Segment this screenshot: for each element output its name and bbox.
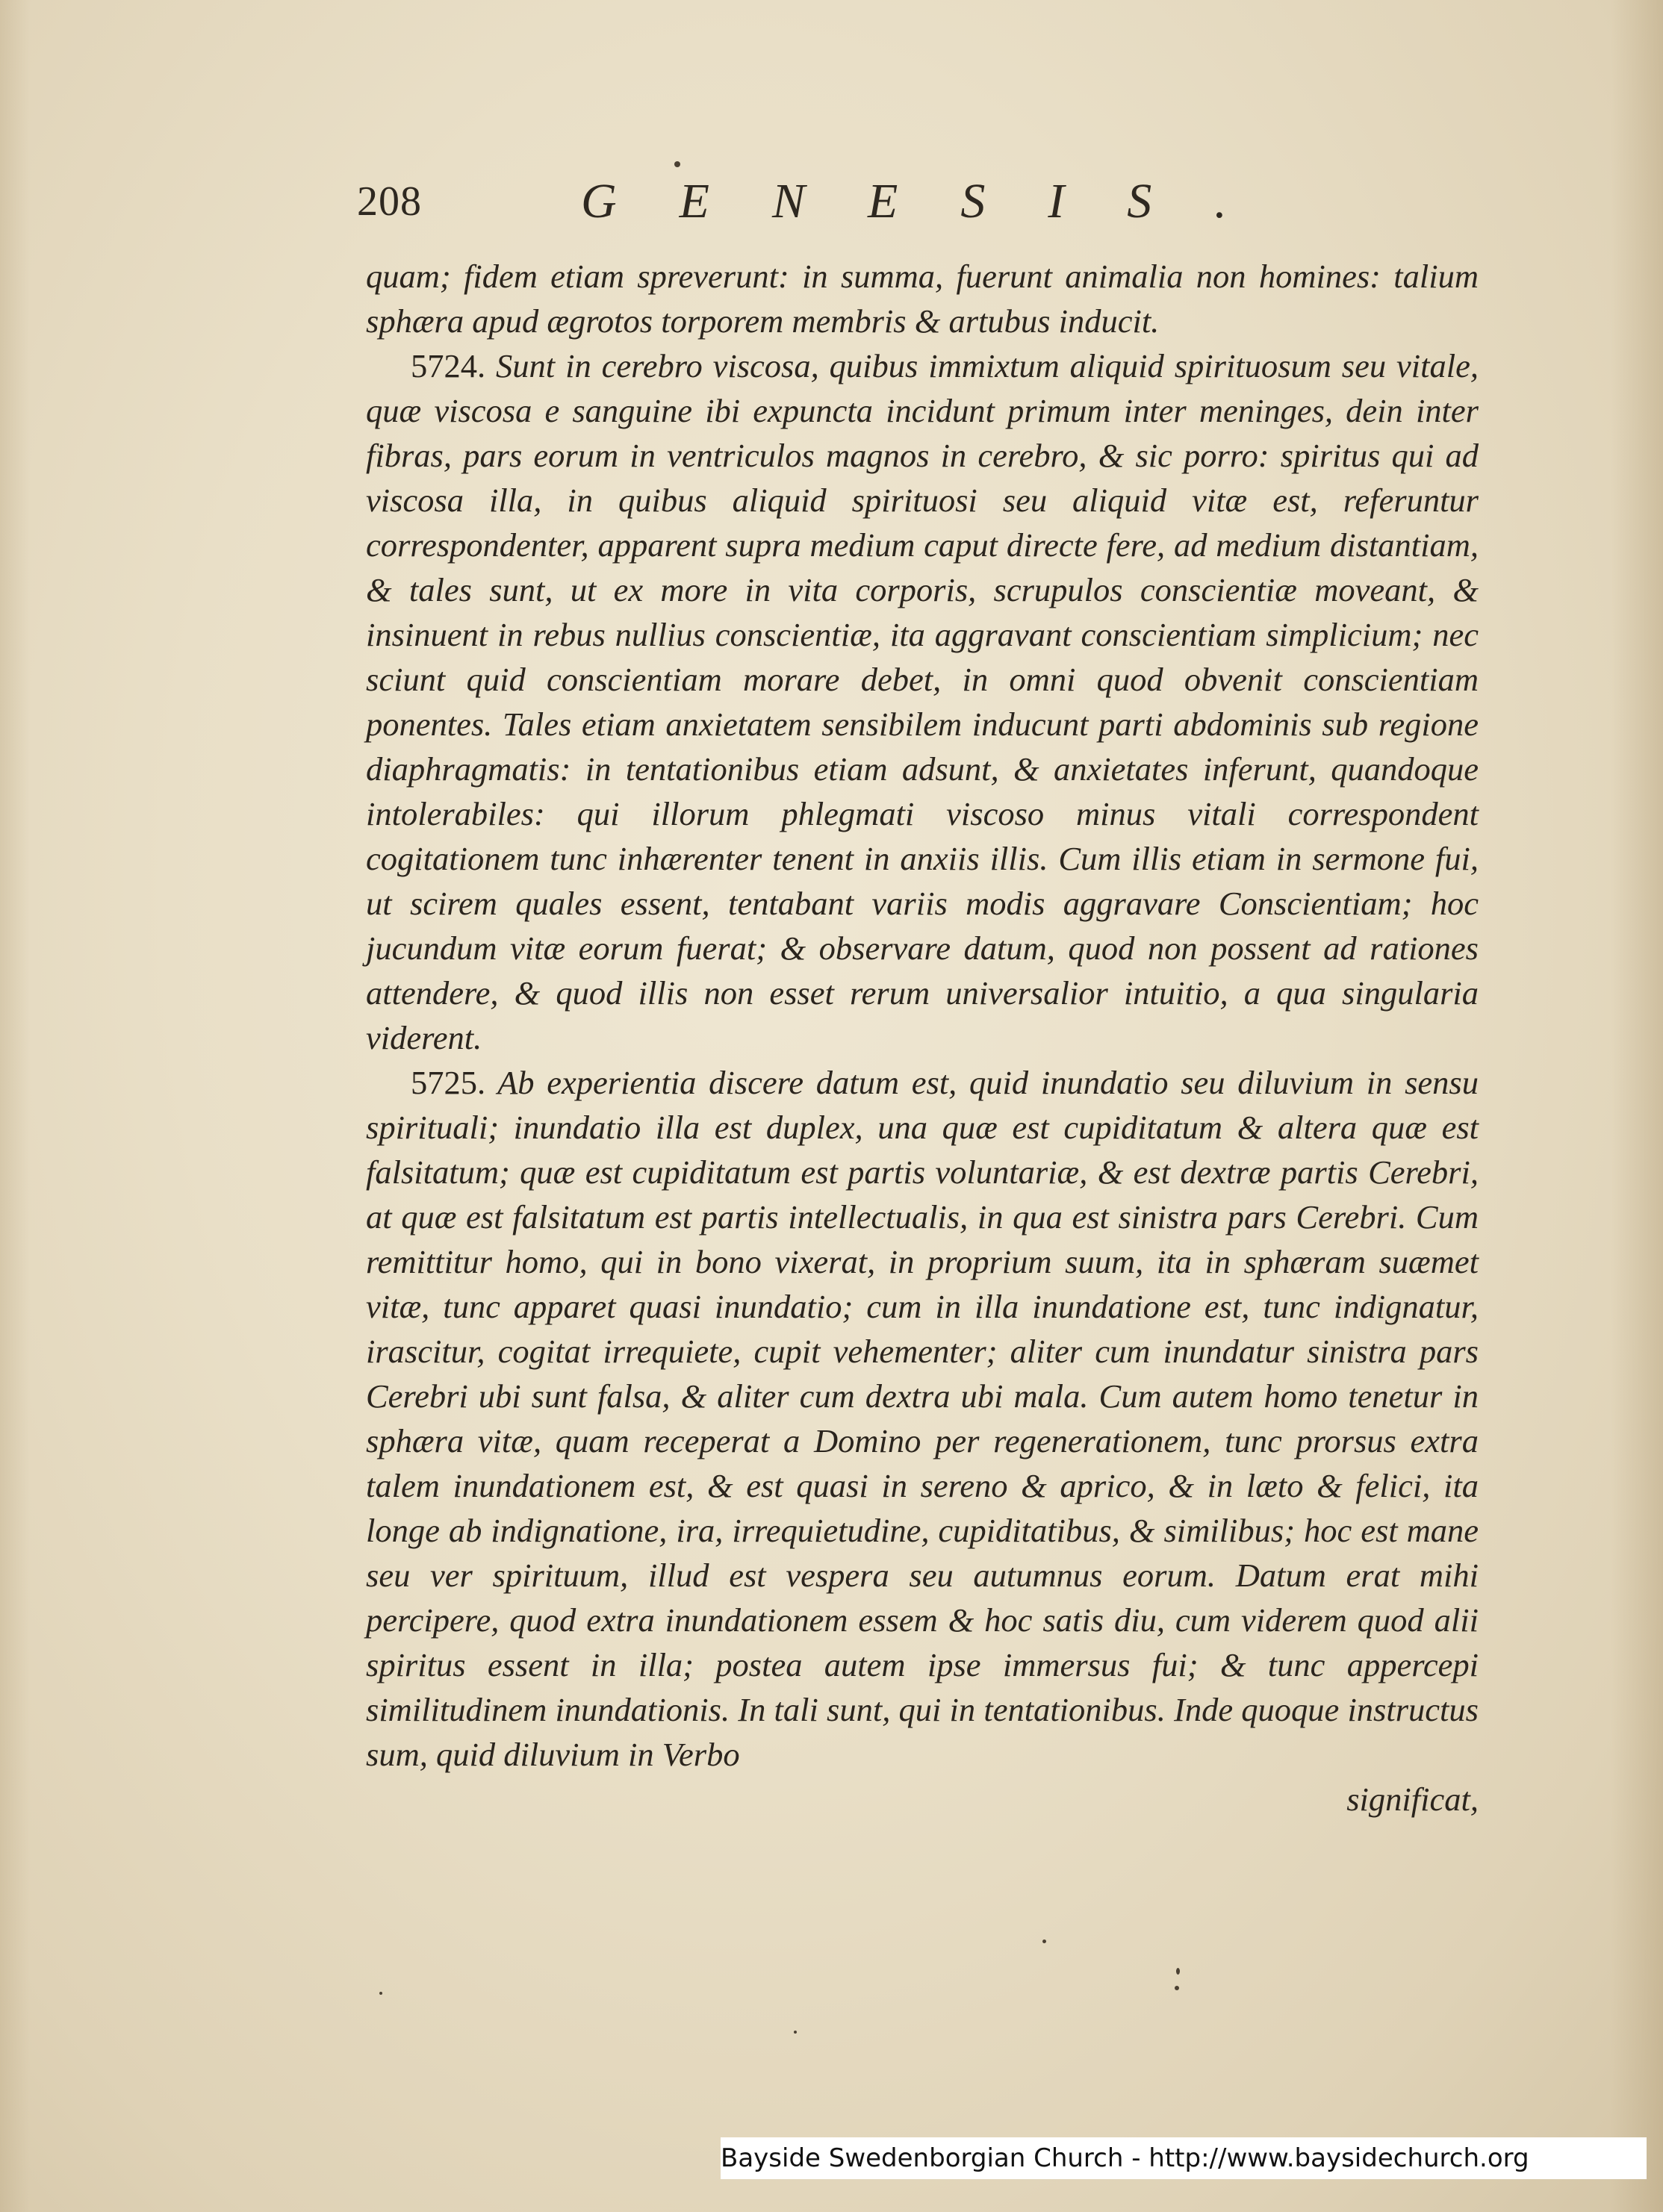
paragraph-5724 — [366, 343, 1479, 1060]
ink-speck — [794, 2031, 797, 2034]
paragraph-text: quam; fidem etiam spreverunt: in summa, fuerunt animalia non homines: talium sphæra apud ægrotos torporem membris & artubus inducit. — [366, 258, 1479, 340]
paragraph-5725 — [366, 1060, 1479, 1777]
running-title: GENESIS. — [581, 174, 1290, 228]
ink-speck — [1175, 1986, 1179, 1990]
page-header — [357, 173, 1305, 233]
ink-speck — [379, 1992, 382, 1995]
paragraph-continuation — [366, 254, 1479, 343]
paragraph-text: Sunt in cerebro viscosa, quibus immixtum aliquid spirituosum seu vitale, quæ viscosa e sanguine ibi expuncta incidunt primum inter meninges, dein inter fibras, pars eorum in ventriculos magnos in cerebro, & sic porro: spiritus qui ad viscosa illa, in quibus aliquid spirituosi seu aliquid vitæ est, referuntur correspondenter, apparent supra medium caput directe fere, ad medium distantiam, & tales sunt, ut ex more in vita corporis, scrupulos conscientiæ moveant, & insinuent in rebus nullius conscientiæ, ita aggravant conscientiam simplicium; nec sciunt quid conscientiam morare debet, in omni quod obvenit conscientiam ponentes. Tales etiam anxietatem sensibilem inducunt parti abdominis sub regione diaphragmatis: in tentationibus etiam adsunt, & anxietates inferunt, quandoque intolerabiles: qui illorum phlegmati viscoso minus vitali correspondent cogitationem tunc inhærenter tenent in anxiis illis. Cum illis etiam in sermone fui, ut scirem quales essent, tentabant variis modis aggravare Conscientiam; hoc jucundum vitæ eorum fuerat; & observare datum, quod non possent ad rationes attendere, & quod illis non esset rerum universalior intuitio, a qua singularia viderent. — [366, 347, 1479, 1056]
ink-speck — [674, 161, 680, 167]
ink-speck — [1176, 1968, 1180, 1975]
paragraph-number: 5725. — [411, 1064, 486, 1101]
ink-speck — [1042, 1940, 1046, 1943]
watermark-credit: Bayside Swedenborgian Church - http://www.baysidechurch.org — [721, 2137, 1647, 2179]
page-number: 208 — [357, 178, 422, 225]
catchword-text: significat, — [1346, 1780, 1479, 1818]
paragraph-text: Ab experientia discere datum est, quid inundatio seu diluvium in sensu spirituali; inundatio illa est duplex, una quæ est cupiditatum & altera quæ est falsitatum; quæ est cupiditatum est partis voluntariæ, & est dextræ partis Cerebri, at quæ est falsitatum est partis intellectualis, in qua est sinistra pars Cerebri. Cum remittitur homo, qui in bono vixerat, in proprium suum, ita in sphæram suæmet vitæ, tunc apparet quasi inundatio; cum in illa inundatione est, tunc indignatur, irascitur, cogitat irrequiete, cupit vehementer; aliter cum inundatur sinistra pars Cerebri ubi sunt falsa, & aliter cum dextra ubi mala. Cum autem homo tenetur in sphæra vitæ, quam receperat a Domino per regenerationem, tunc prorsus extra talem inundationem est, & est quasi in sereno & aprico, & in læto & felici, ita longe ab indignatione, ira, irrequietudine, cupiditatibus, & similibus; hoc est mane seu ver spirituum, illud est vespera seu autumnus eorum. Datum erat mihi percipere, quod extra inundationem essem & hoc satis diu, cum viderem quod alii spiritus essent in illa; postea autem ipse immersus fui; & tunc appercepi similitudinem inundationis. In tali sunt, qui in tentationibus. Inde quoque instructus sum, quid diluvium in Verbo — [366, 1064, 1479, 1773]
catchword — [366, 1777, 1479, 1822]
body-text — [366, 254, 1479, 1822]
paragraph-number: 5724. — [411, 347, 486, 384]
